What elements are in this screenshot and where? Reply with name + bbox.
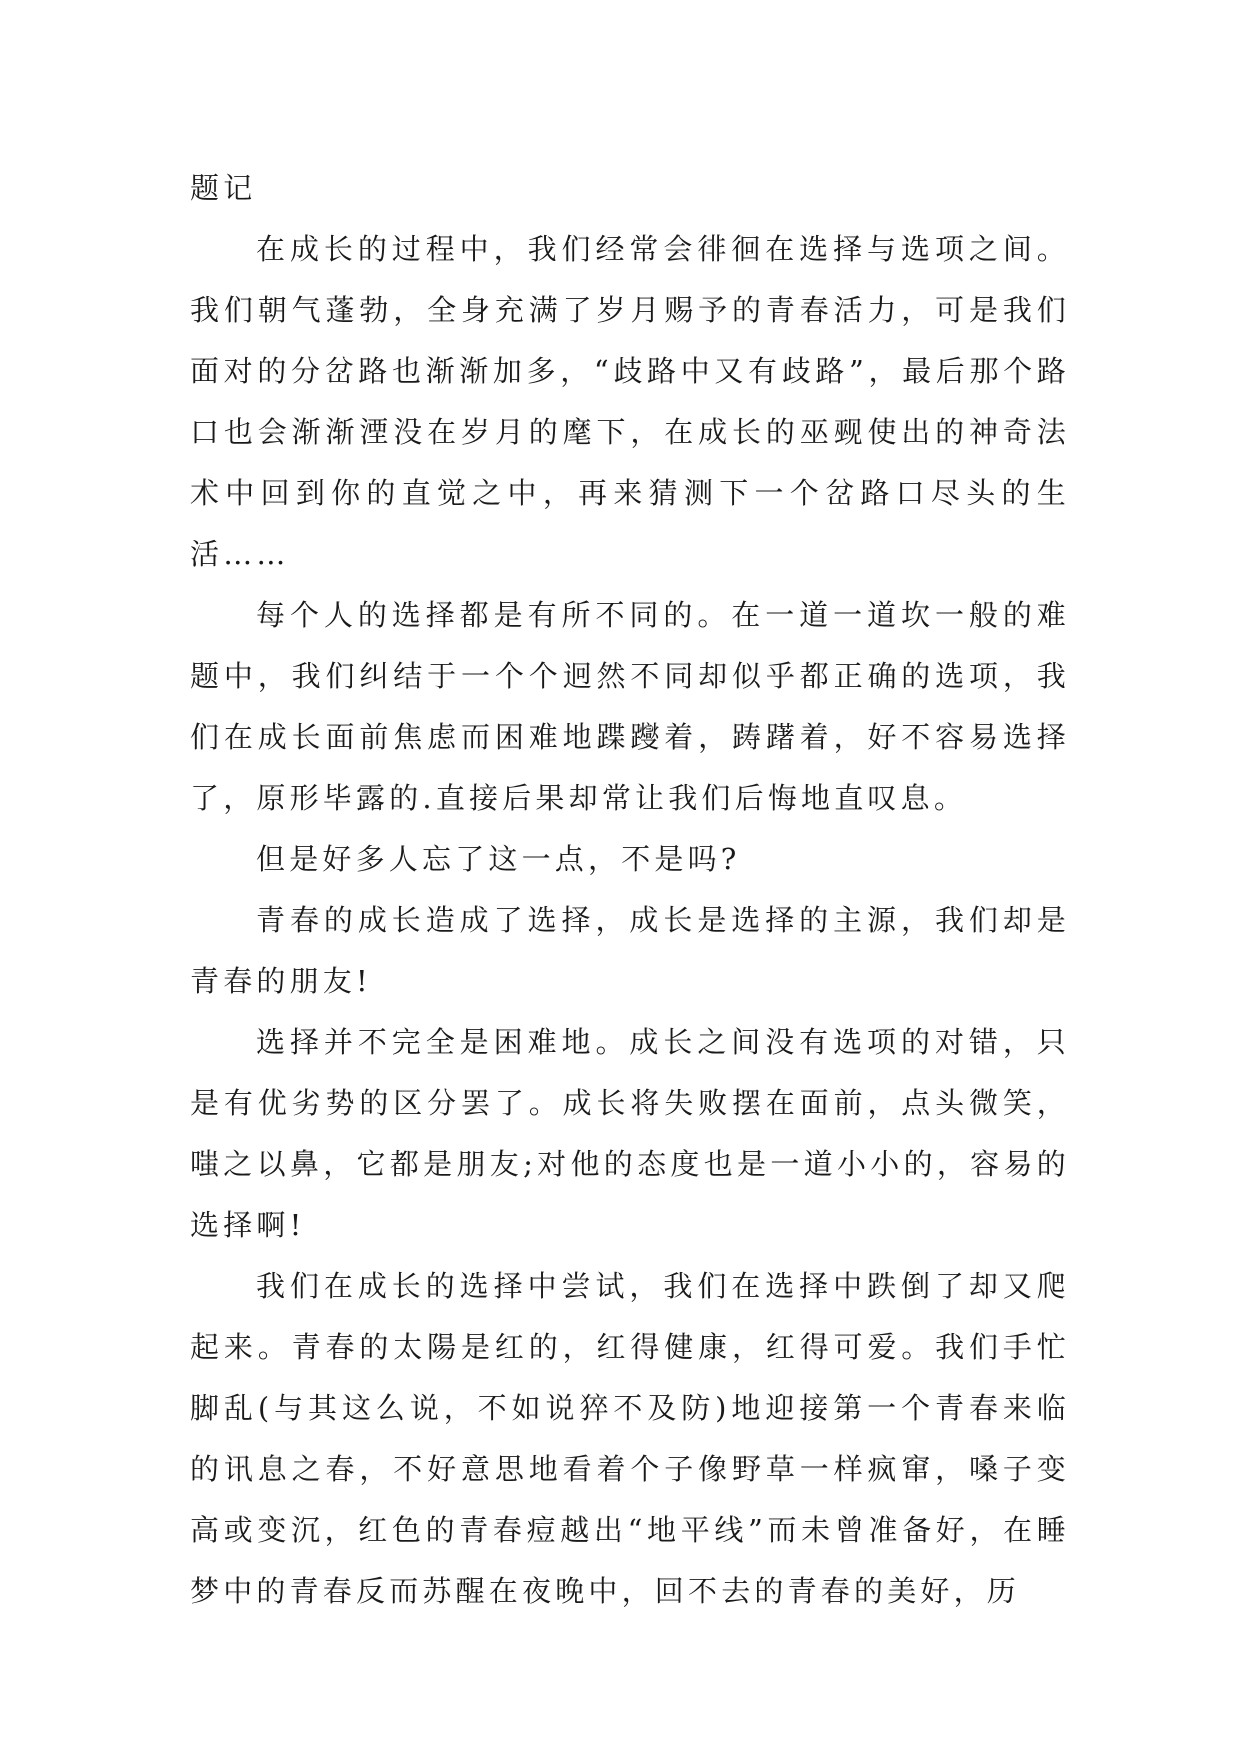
- paragraph-4: 青春的成长造成了选择，成长是选择的主源，我们却是青春的朋友!: [190, 903, 1070, 998]
- paragraph-2: 每个人的选择都是有所不同的。在一道一道坎一般的难题中，我们纠结于一个个迥然不同却似乎都正确的选项，我们在成长面前焦虑而困难地蹀躞着，踌躇着，好不容易选择了，原形毕露的.直接后果却常让我们后悔地直叹息。: [190, 598, 1070, 815]
- paragraph-5: 选择并不完全是困难地。成长之间没有选项的对错，只是有优劣势的区分罢了。成长将失败摆在面前，点头微笑，嗤之以鼻，它都是朋友;对他的态度也是一道小小的，容易的选择啊!: [190, 1025, 1070, 1242]
- paragraph-1: 在成长的过程中，我们经常会徘徊在选择与选项之间。我们朝气蓬勃，全身充满了岁月赐予的青春活力，可是我们面对的分岔路也渐渐加多，“歧路中又有歧路”，最后那个路口也会渐渐湮没在岁月的麾下，在成长的巫觋使出的神奇法术中回到你的直觉之中，再来猜测下一个岔路口尽头的生活……: [190, 232, 1070, 571]
- paragraph-3: 但是好多人忘了这一点，不是吗?: [256, 842, 741, 876]
- document-body: [190, 158, 1070, 1622]
- document-title: 题记: [190, 171, 257, 205]
- paragraph-6: 我们在成长的选择中尝试，我们在选择中跌倒了却又爬起来。青春的太陽是红的，红得健康，红得可爱。我们手忙脚乱(与其这么说，不如说猝不及防)地迎接第一个青春来临的讯息之春，不好意思地看着个子像野草一样疯窜，嗓子变高或变沉，红色的青春痘越出“地平线”而未曾准备好，在睡梦中的青春反而苏醒在夜晚中，回不去的青春的美好，历: [190, 1269, 1070, 1608]
